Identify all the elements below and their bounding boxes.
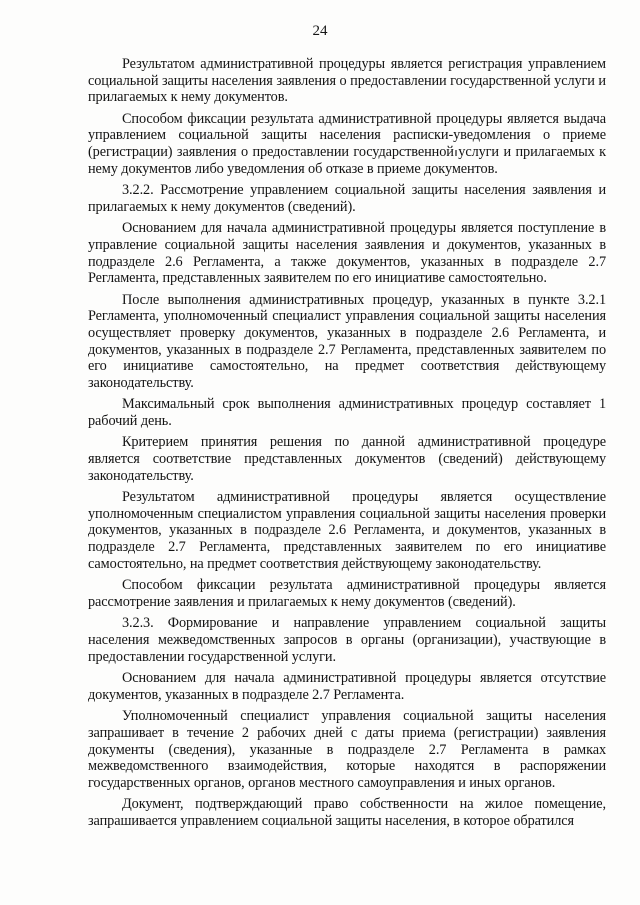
paragraph: Основанием для начала административной процедуры является отсутствие документов, указанных в подразделе 2.7 Регламента. (88, 670, 606, 703)
paragraph: Результатом административной процедуры является регистрация управлением социальной защиты населения заявления о предоставлении государственной услуги и прилагаемых к нему документов. (88, 56, 606, 106)
paragraph: Критерием принятия решения по данной административной процедуре является соответствие представленных документов (сведений) действующему законодательству. (88, 434, 606, 484)
paragraph: Уполномоченный специалист управления социальной защиты населения запрашивает в течение 2 рабочих дней с даты приема (регистрации) заявления документы (сведения), указанные в подразделе 2.7 Регламента в рамках межведомственного взаимодействия, которые находятся в распоряжении государственных органов, органов местного самоуправления и иных органов. (88, 708, 606, 791)
section-heading: 3.2.2. Рассмотрение управлением социальной защиты населения заявления и прилагаемых к нему документов (сведений). (88, 182, 606, 215)
paragraph: Документ, подтверждающий право собственности на жилое помещение, запрашивается управлением социальной защиты населения, в которое обратился (88, 796, 606, 829)
paragraph: Результатом административной процедуры является осуществление уполномоченным специалистом управления социальной защиты населения проверки документов, указанных в подразделе 2.6 Регламента, и документов, указанных в подразделе 2.7 Регламента, представленных заявителем по его инициативе самостоятельно, на предмет соответствия действующему законодательству. (88, 489, 606, 572)
document-body (88, 56, 606, 835)
paragraph: Основанием для начала административной процедуры является поступление в управление социальной защиты населения заявления и документов, указанных в подразделе 2.6 Регламента, а также документов, указанных в подразделе 2.7 Регламента, представленных заявителем по его инициативе самостоятельно. (88, 220, 606, 287)
paragraph: Способом фиксации результата административной процедуры является выдача управлением социальной защиты населения расписки-уведомления о приеме (регистрации) заявления о предоставлении государственной услуги и прилагаемых к нему документов либо уведомления об отказе в приеме документов. (88, 110, 606, 177)
section-heading: 3.2.3. Формирование и направление управлением социальной защиты населения межведомственных запросов в органы (организации), участвующие в предоставлении государственной услуги. (88, 615, 606, 665)
page-number: 24 (312, 23, 328, 39)
paragraph: Способом фиксации результата административной процедуры является рассмотрение заявления и прилагаемых к нему документов (сведений). (88, 577, 606, 610)
paragraph: После выполнения административных процедур, указанных в пункте 3.2.1 Регламента, уполномоченный специалист управления социальной защиты населения осуществляет проверку документов, указанных в подразделе 2.6 Регламента, и документов, указанных в подразделе 2.7 Регламента, представленных заявителем по его инициативе самостоятельно, на предмет соответствия действующему законодательству. (88, 291, 606, 391)
paragraph: Максимальный срок выполнения административных процедур составляет 1 рабочий день. (88, 396, 606, 429)
